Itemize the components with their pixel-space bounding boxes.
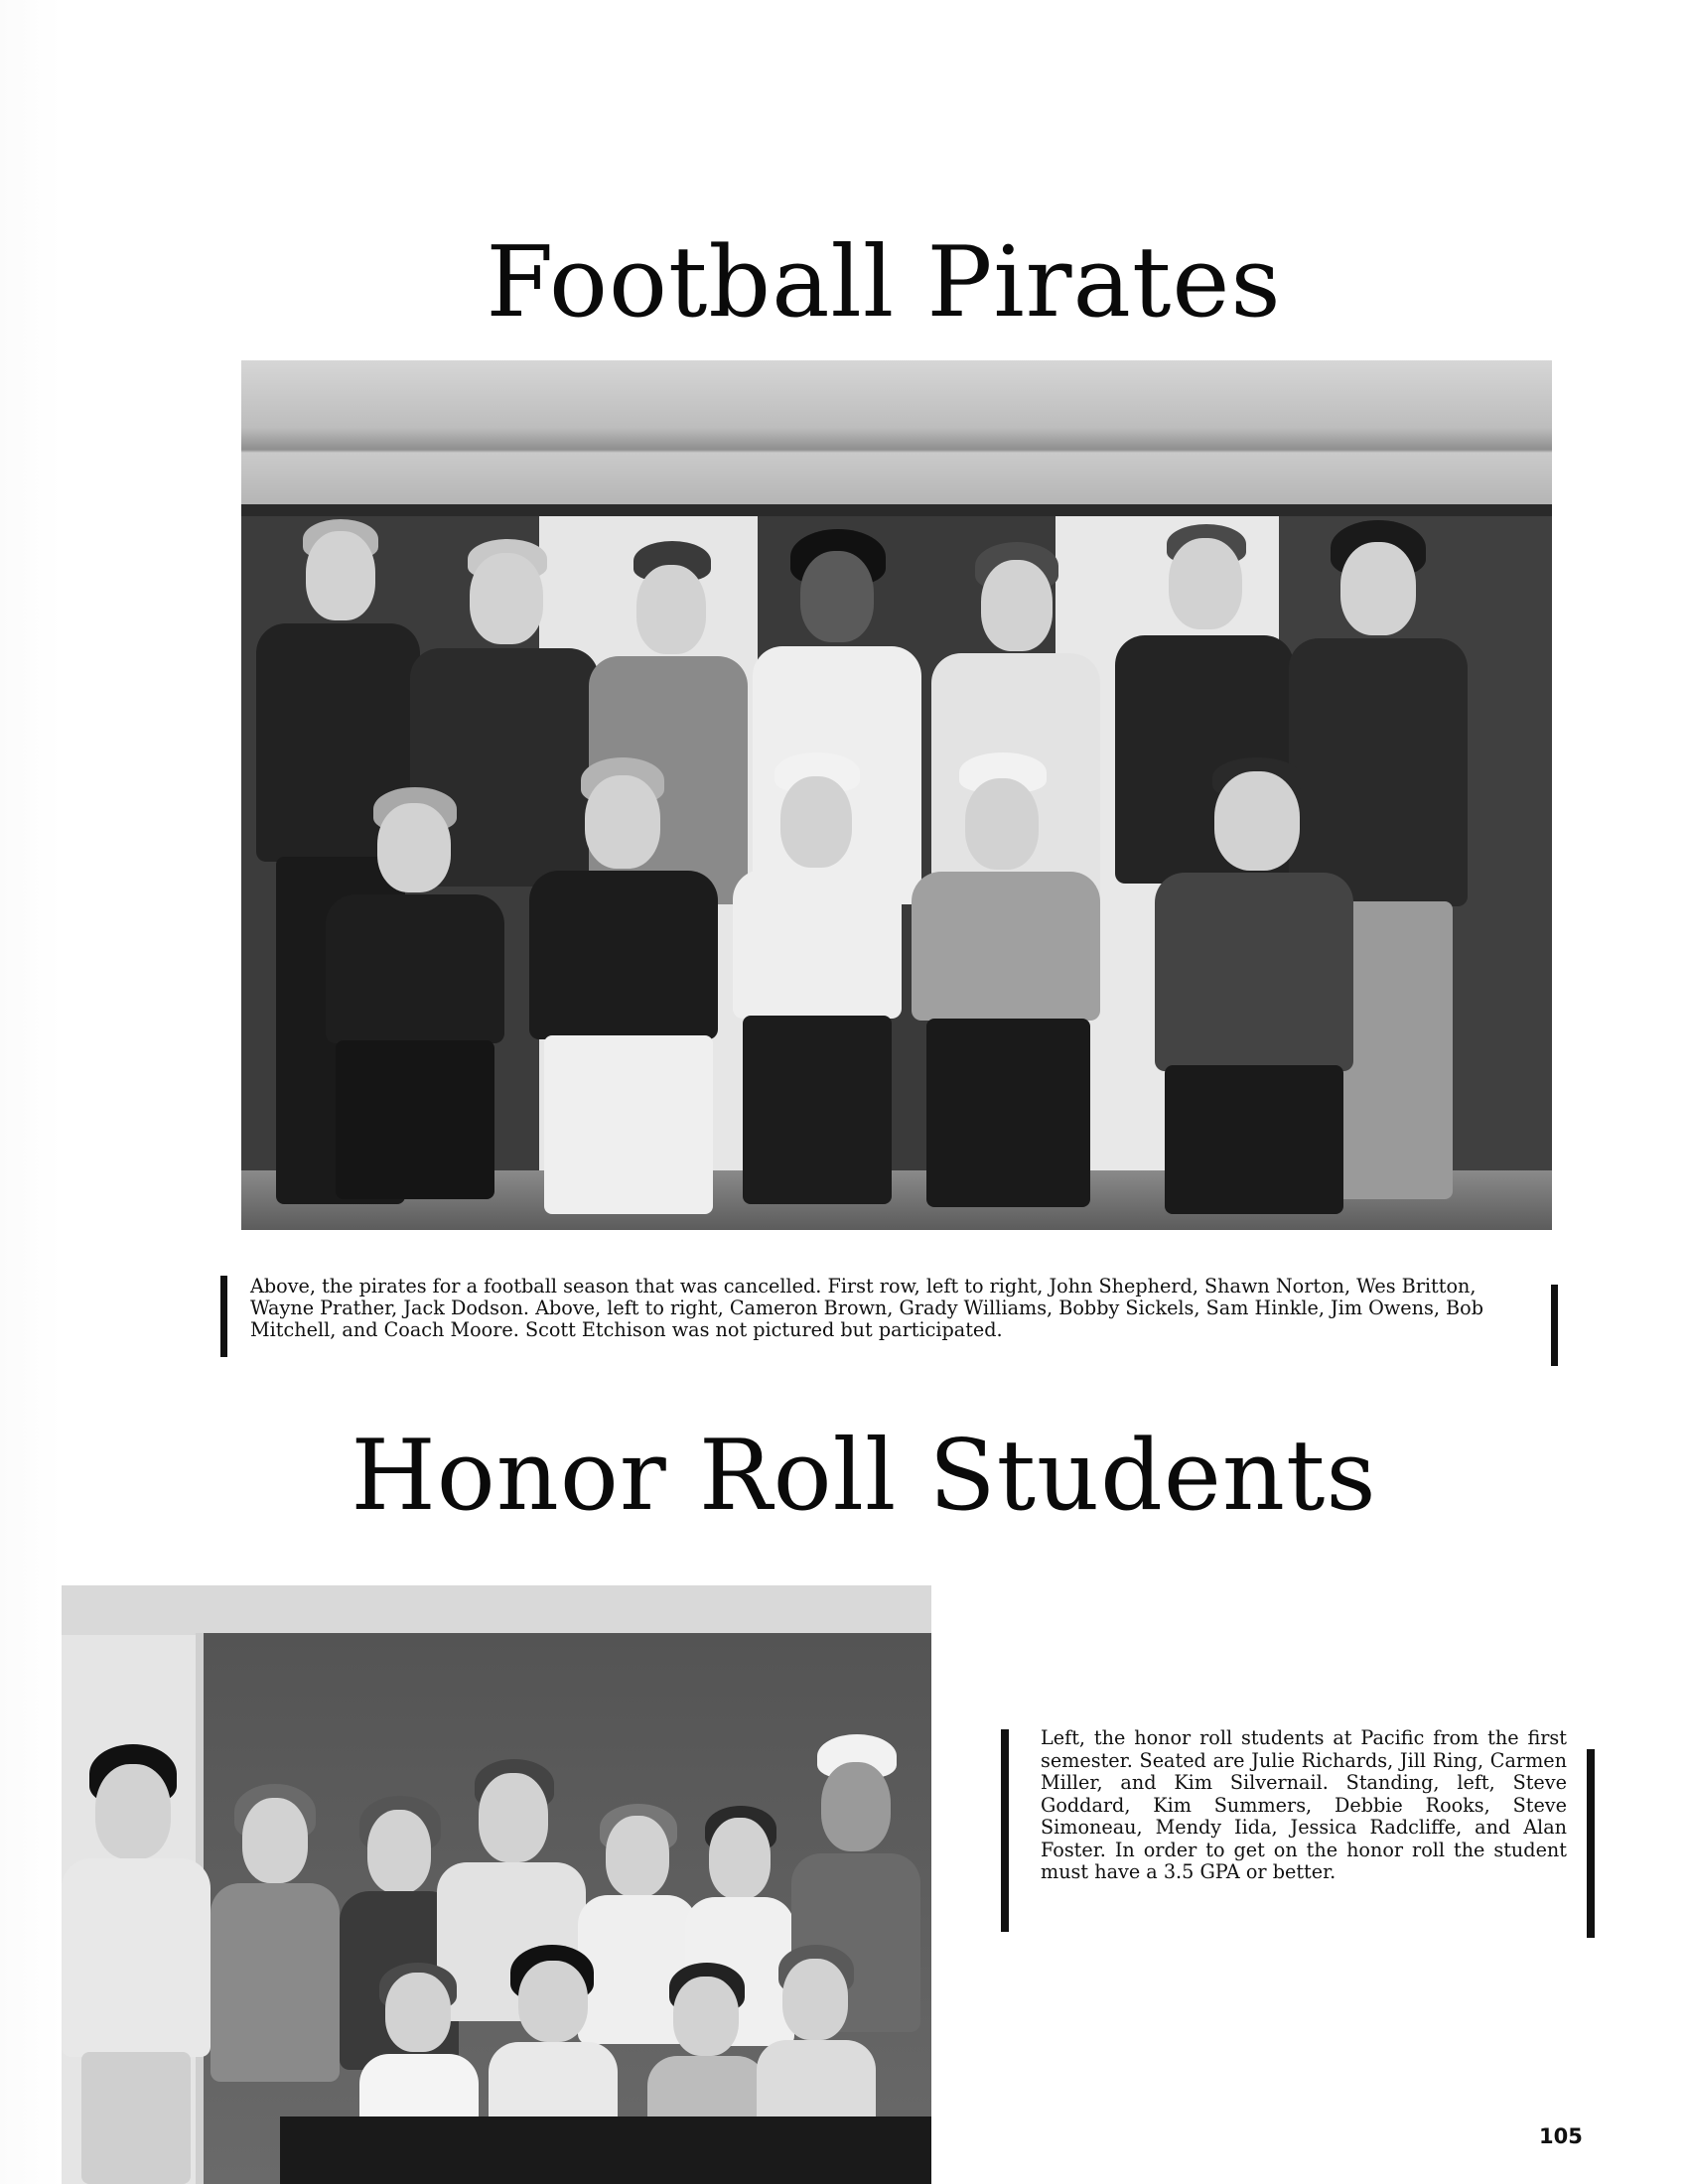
football-caption: Above, the pirates for a football season that was cancelled. First row, left to right, John Shepherd, Shawn Norton, Wes Britton, Wayne Prather, Jack Dodson. Above, left to right, Cameron Brown, Grady Williams, Bobby Sickels, Sam Hinkle, Jim Owens, Bob Mitchell, and Coach Moore. Scott Etchison was not pictured but participated.: [250, 1275, 1483, 1341]
team-member: [316, 787, 509, 1214]
honor-roll-heading: Honor Roll Students: [351, 1420, 1377, 1533]
desk: [280, 2116, 931, 2184]
team-member: [733, 752, 902, 1219]
honor-roll-caption: Left, the honor roll students at Pacific from the first semester. Seated are Julie Richards, Jill Ring, Carmen Miller, and Kim Silvernail. Standing, left, Steve Goddard, Kim Summers, Debbie Rooks, Steve Simoneau, Mendy Iida, Jessica Radcliffe, and Alan Foster. In order to get on the honor roll the student must have a 3.5 GPA or better.: [1041, 1726, 1567, 1883]
student: [62, 1744, 211, 2184]
photo-wall-rail: [241, 360, 1552, 509]
caption-rule-left: [1001, 1729, 1009, 1932]
honor-roll-photo: [62, 1585, 931, 2184]
team-member: [912, 752, 1100, 1219]
caption-rule-left: [220, 1276, 227, 1357]
caption-rule-right: [1551, 1285, 1558, 1366]
caption-rule-right: [1587, 1749, 1595, 1938]
team-member: [529, 757, 718, 1224]
page-number: 105: [1539, 2124, 1583, 2148]
team-member: [1155, 757, 1353, 1224]
football-team-photo: [241, 360, 1552, 1230]
football-heading: Football Pirates: [486, 226, 1282, 340]
